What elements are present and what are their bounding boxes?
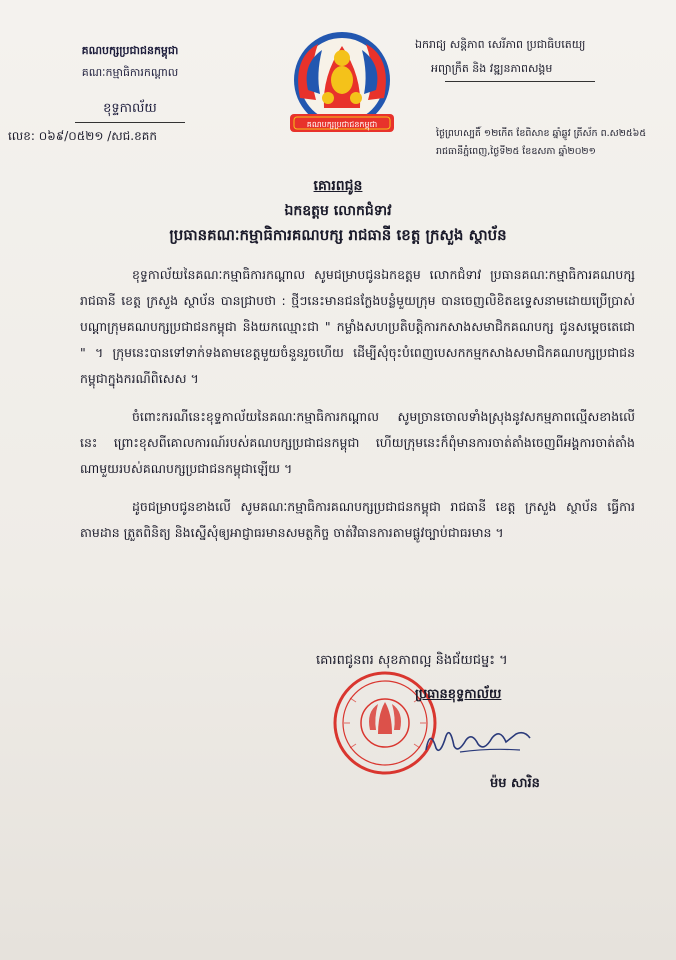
party-logo [272, 28, 412, 140]
office-name: ខុទ្ទកាល័យ [103, 101, 157, 116]
motto-underline [445, 81, 595, 82]
recipients-line: ប្រធានគណៈកម្មាធិការគណបក្ស រាជធានី ខេត្ត ក្រសួង ស្ថាប័ន [169, 226, 507, 244]
logo-banner-text: គណបក្សប្រជាជនកម្ពុជា [306, 120, 378, 129]
national-motto-line2: អព្យាក្រឹត និង វឌ្ឍនភាពសង្គម [431, 62, 553, 75]
signatory-name: ម៉ម សារិន [490, 776, 540, 791]
committee-name: គណៈកម្មាធិការកណ្តាល [81, 66, 179, 79]
paragraph-2: ចំពោះករណីនេះខុទ្ទកាល័យនៃគណៈកម្មាធិការកណ្តាល សូមច្រានចោលទាំងស្រុងនូវសកម្មភាពល្មើសខាងលើនេះ ព្រោះខុសពីគោលការណ៍របស់គណបក្សប្រជាជនកម្ពុជា ហើយក្រុមនេះក៏ពុំមានការចាត់តាំងចេញពីអង្គការចាត់តាំងណាមួយរបស់គណបក្សប្រជាជនកម្ពុជាឡើយ ។ [80, 409, 635, 476]
honorific-line: ឯកឧត្តម លោកជំទាវ [284, 203, 392, 219]
letter-body [80, 262, 635, 558]
closing-line: គោរពជូនពរ សុខភាពល្អ និងជ័យជម្នះ ។ [316, 653, 508, 668]
signatory-title: ប្រធានខុទ្ទកាល័យ [415, 687, 502, 702]
header-left [30, 44, 230, 123]
party-name: គណបក្សប្រជាជនកម្ពុជា [81, 44, 179, 57]
office-underline [75, 122, 185, 123]
national-motto-line1: ឯករាជ្យ សន្តិភាព សេរីភាព ប្រជាធិបតេយ្យ [415, 38, 586, 51]
header-right [415, 38, 665, 82]
paragraph-1: ខុទ្ទកាល័យនៃគណៈកម្មាធិការកណ្តាល សូមជម្រាបជូនឯកឧត្តម លោកជំទាវ ប្រធានគណៈកម្មាធិការគណបក្ស រាជធានី ខេត្ត ក្រសួង ស្ថាប័ន បានជ្រាបថា : ថ្មីៗនេះមានជនក្លែងបន្លំមួយក្រុម បានចេញលិខិតឧទ្ទេសនាមដោយប្រើប្រាស់បណ្តាក្រុមគណបក្សប្រជាជនកម្ពុជា និងយកឈ្មោះជា " កម្លាំងសហប្រតិបត្តិការកសាងសមាជិកគណបក្ស ជូនសម្តេចតេជោ " ។ ក្រុមនេះបានទៅទាក់ទងតាមខេត្តមួយចំនួនរួចហើយ ដើម្បីសុំចុះបំពេញបេសកកម្មកសាងសមាជិកគណបក្សប្រជាជនកម្ពុជាក្នុងករណីពិសេស ។ [80, 267, 635, 386]
paragraph-3: ដូចជម្រាបជូនខាងលើ សូមគណៈកម្មាធិការគណបក្សប្រជាជនកម្ពុជា រាជធានី ខេត្ត ក្រសួង ស្ថាប័ន ធ្វើការតាមដាន ត្រួតពិនិត្យ និងស្នើសុំឲ្យអាជ្ញាធរមានសមត្ថកិច្ច ចាត់វិធានការតាមផ្លូវច្បាប់ជាធរមាន ។ [80, 499, 635, 540]
solar-date: រាជធានីភ្នំពេញ,ថ្ងៃទី២៥ ខែឧសភា ឆ្នាំ២០២១ [436, 146, 596, 157]
reference-number: លេខ: ០៦៩/០៥២១ /សជ.ខគក [8, 129, 157, 143]
handwritten-signature [420, 720, 540, 760]
lunar-date: ថ្ងៃព្រហស្បតិ៍ ១២កើត ខែពិសាខ ឆ្នាំឆ្លូវ ត្រីស័ក ព.ស២៥៦៥ [436, 128, 647, 139]
recipient-block [0, 176, 676, 248]
respect-heading: គោរពជូន [313, 178, 363, 194]
